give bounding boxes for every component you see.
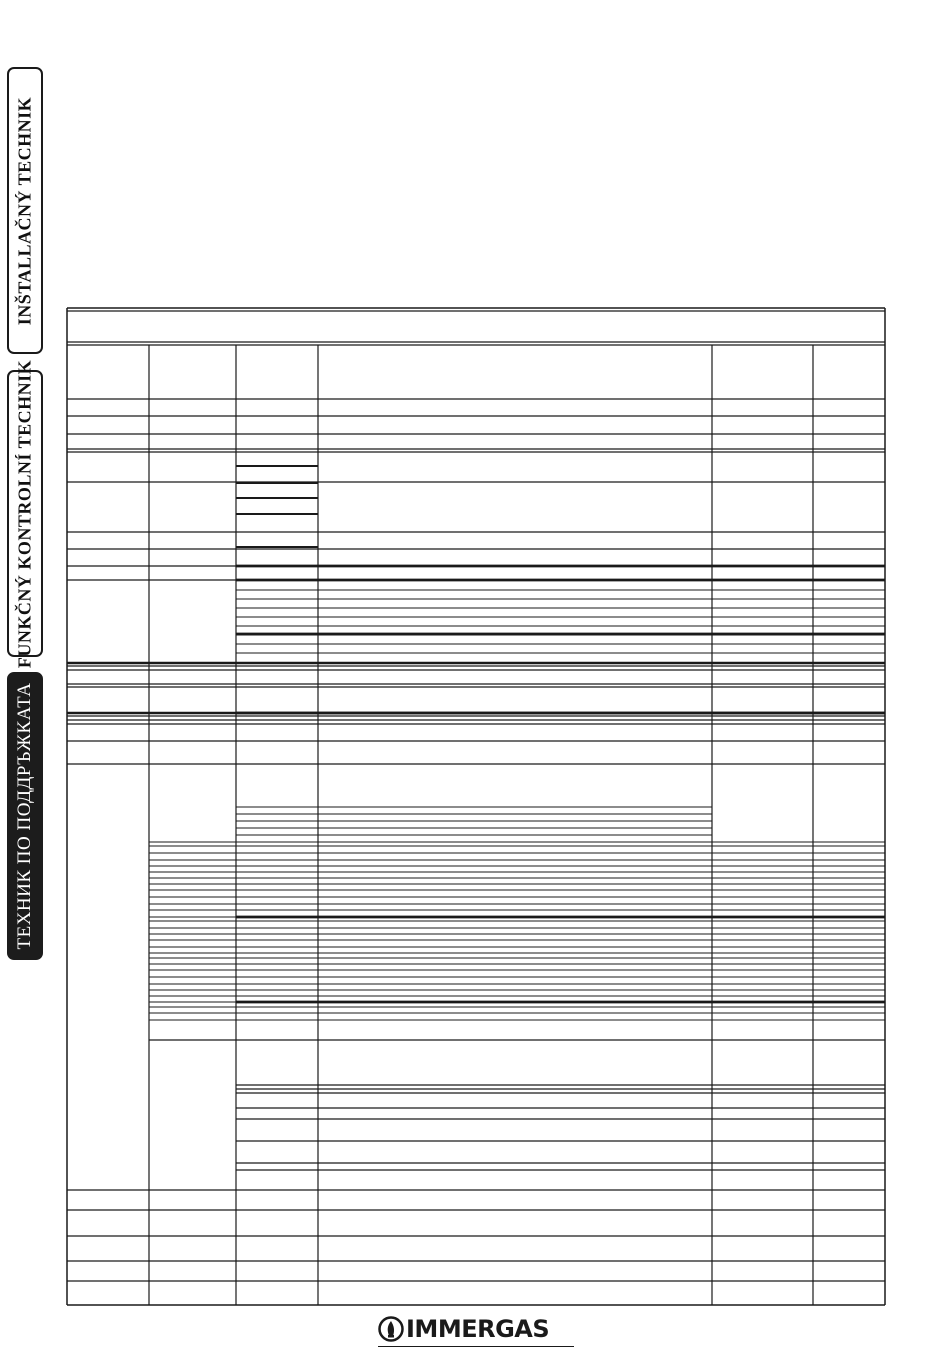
side-tab-installer-label: INŠTALLAČNÝ TECHNIK bbox=[14, 96, 35, 325]
logo-wordmark: IMMERGAS bbox=[406, 1315, 550, 1343]
immergas-flame-mark-icon bbox=[378, 1316, 404, 1342]
table-grid bbox=[67, 308, 885, 1305]
immergas-logo bbox=[378, 1314, 574, 1346]
logo-underline bbox=[378, 1346, 574, 1347]
side-tab-user-label: FUNKČNÝ KONTROLNÍ TECHNIK bbox=[14, 359, 35, 668]
side-tab-maintenance-label: ТЕХНИК ПО ПОДДРЪЖКАТА bbox=[14, 682, 35, 950]
